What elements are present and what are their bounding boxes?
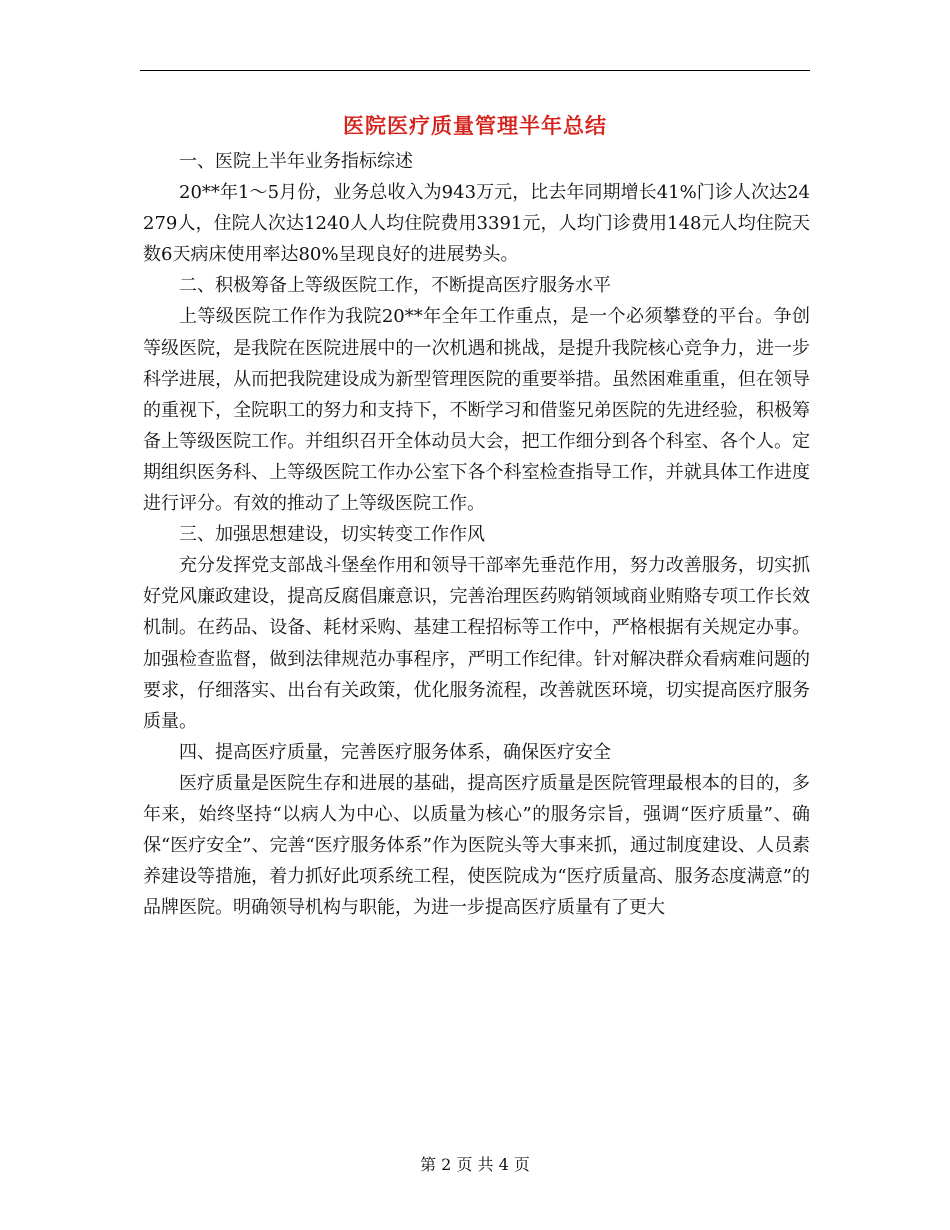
paragraph-1: 20**年1～5月份，业务总收入为943万元，比去年同期增长41%门诊人次达24279人，住院人次达1240人人均住院费用3391元，人均门诊费用148元人均住院天数6天病床使用率达80%呈现良好的进展势头。 bbox=[143, 182, 810, 266]
section-heading-3: 三、加强思想建设，切实转变工作作风 bbox=[179, 524, 485, 546]
document-body bbox=[143, 146, 810, 923]
document-title: 医院医疗质量管理半年总结 bbox=[343, 113, 607, 138]
header-rule bbox=[140, 70, 810, 71]
section-heading-1: 一、医院上半年业务指标综述 bbox=[179, 151, 413, 172]
section-heading-2: 二、积极筹备上等级医院工作，不断提高医疗服务水平 bbox=[179, 275, 611, 297]
section-heading-4: 四、提高医疗质量，完善医疗服务体系，确保医疗安全 bbox=[179, 741, 611, 763]
paragraph-3: 充分发挥党支部战斗堡垒作用和领导干部率先垂范作用，努力改善服务，切实抓好党风廉政建设，提高反腐倡廉意识，完善治理医药购销领域商业贿赂专项工作长效机制。在药品、设备、耗材采购、基建工程招标等工作中，严格根据有关规定办事。加强检查监督，做到法律规范办事程序，严明工作纪律。针对解决群众看病难问题的要求，仔细落实、出台有关政策，优化服务流程，改善就医环境，切实提高医疗服务质量。 bbox=[143, 555, 810, 732]
paragraph-4: 医疗质量是医院生存和进展的基础，提高医疗质量是医院管理最根本的目的，多年来，始终坚持“以病人为中心、以质量为核心”的服务宗旨，强调“医疗质量”、确保“医疗安全”、完善“医疗服务体系”作为医院头等大事来抓，通过制度建设、人员素养建设等措施，着力抓好此项系统工程，使医院成为“医疗质量高、服务态度满意”的品牌医院。明确领导机构与职能，为进一步提高医疗质量有了更大 bbox=[143, 772, 810, 919]
page-number-footer: 第 2 页 共 4 页 bbox=[420, 1155, 530, 1174]
paragraph-2: 上等级医院工作作为我院20**年全年工作重点，是一个必须攀登的平台。争创等级医院，是我院在医院进展中的一次机遇和挑战，是提升我院核心竞争力，进一步科学进展，从而把我院建设成为新型管理医院的重要举措。虽然困难重重，但在领导的重视下，全院职工的努力和支持下，不断学习和借鉴兄弟医院的先进经验，积极筹备上等级医院工作。并组织召开全体动员大会，把工作细分到各个科室、各个人。定期组织医务科、上等级医院工作办公室下各个科室检查指导工作，并就具体工作进度进行评分。有效的推动了上等级医院工作。 bbox=[143, 306, 810, 515]
